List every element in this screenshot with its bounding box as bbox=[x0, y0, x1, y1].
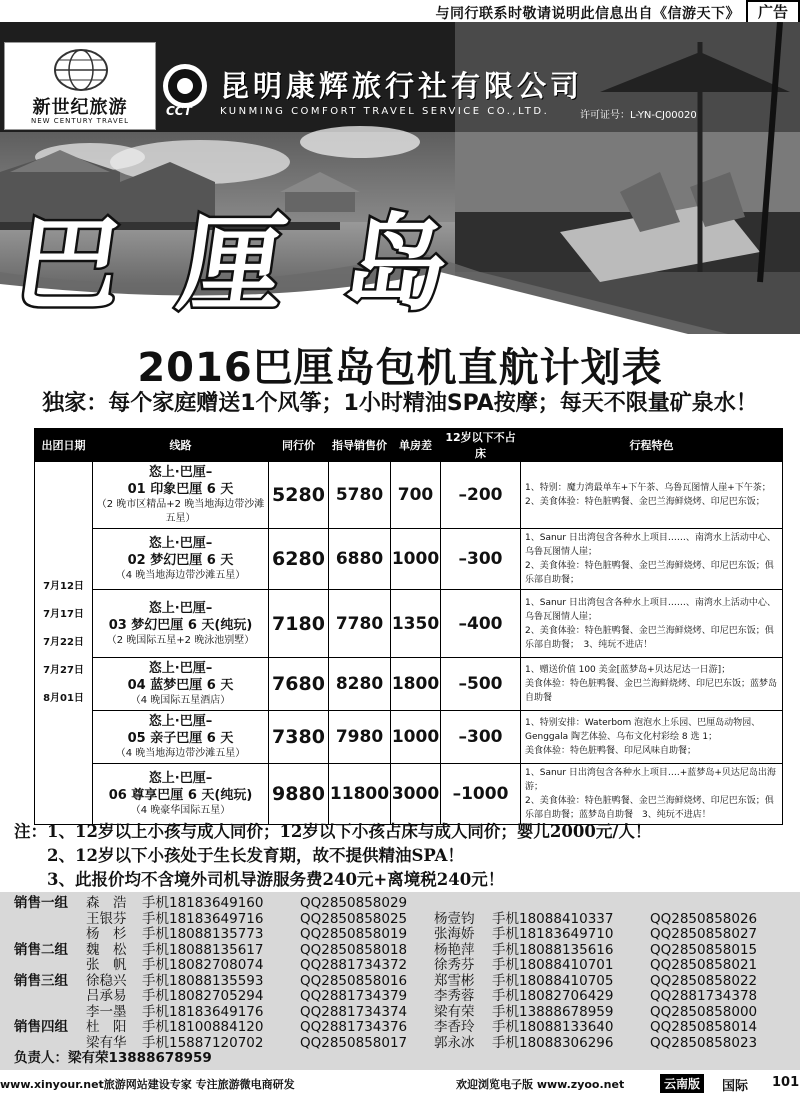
single-supplement: 1350 bbox=[391, 590, 441, 658]
peer-price: 7380 bbox=[269, 711, 329, 764]
staff-name: 张 帆 bbox=[86, 957, 127, 973]
staff-phone: 手机18183649716 bbox=[142, 910, 264, 927]
staff-phone: 手机18183649710 bbox=[492, 926, 614, 942]
single-supplement: 1000 bbox=[391, 711, 441, 764]
manager-line: 负责人：梁有荣13888678959 bbox=[14, 1050, 212, 1066]
staff-qq: QQ2850858016 bbox=[300, 972, 408, 989]
sales-row bbox=[14, 927, 800, 943]
sales-row bbox=[14, 1020, 800, 1036]
single-supplement: 3000 bbox=[391, 764, 441, 825]
staff-phone: 手机18082705294 bbox=[142, 988, 264, 1004]
staff-qq: QQ2850858014 bbox=[650, 1019, 758, 1035]
single-supplement: 1000 bbox=[391, 529, 441, 590]
staff-qq: QQ2850858029 bbox=[300, 895, 408, 911]
route-cell bbox=[93, 462, 269, 529]
table-row bbox=[35, 711, 783, 764]
route-cell bbox=[93, 658, 269, 711]
departure-date: 7月12日 bbox=[43, 581, 84, 592]
guide-price: 8280 bbox=[329, 658, 391, 711]
departure-date: 8月01日 bbox=[43, 693, 84, 704]
company-license: 许可证号：L-YN-CJ00020 bbox=[580, 110, 697, 121]
staff-phone: 手机18088410337 bbox=[492, 910, 614, 927]
sales-row bbox=[14, 974, 800, 990]
staff-phone: 手机18088410701 bbox=[492, 957, 614, 973]
header-single-supplement: 单房差 bbox=[391, 429, 441, 462]
route-r1: 恣上·巴厘– bbox=[148, 465, 213, 480]
staff-name: 李一墨 bbox=[86, 1003, 127, 1020]
header-features: 行程特色 bbox=[521, 429, 783, 462]
guide-price: 5780 bbox=[329, 462, 391, 529]
staff-name: 王银芬 bbox=[86, 910, 127, 927]
sales-row bbox=[14, 912, 800, 928]
guide-price: 7780 bbox=[329, 590, 391, 658]
header-route: 线路 bbox=[93, 429, 269, 462]
staff-phone: 手机18183649176 bbox=[142, 1003, 264, 1020]
departure-date: 7月27日 bbox=[43, 665, 84, 676]
staff-qq: QQ2850858019 bbox=[300, 926, 408, 942]
staff-phone: 手机18088135617 bbox=[142, 941, 264, 958]
hero-banner bbox=[0, 22, 800, 334]
staff-qq: QQ2850858027 bbox=[650, 926, 758, 942]
sales-row bbox=[14, 943, 800, 959]
route-r2: 01 印象巴厘 6 天 bbox=[127, 482, 234, 497]
footer-left: www.xinyour.net旅游网站建设专家 专注旅游微电商研发 bbox=[0, 1078, 295, 1091]
sales-group: 销售二组 bbox=[14, 941, 68, 958]
headline: 2016巴厘岛包机直航计划表 bbox=[137, 345, 663, 391]
staff-name: 郑雪彬 bbox=[434, 972, 475, 989]
route-r2: 05 亲子巴厘 6 天 bbox=[127, 731, 234, 746]
ad-label: 广告 bbox=[746, 0, 800, 24]
child-no-bed: –1000 bbox=[441, 764, 521, 825]
staff-name: 李秀蓉 bbox=[434, 988, 475, 1004]
staff-qq: QQ2881734374 bbox=[300, 1003, 408, 1020]
edition-badge: 云南版 bbox=[660, 1074, 704, 1093]
sales-row bbox=[14, 989, 800, 1005]
staff-name: 梁有荣 bbox=[434, 1003, 475, 1020]
route-cell bbox=[93, 590, 269, 658]
table-row bbox=[35, 529, 783, 590]
staff-name: 魏 松 bbox=[86, 941, 127, 958]
top-notice: 与同行联系时敬请说明此信息出自《信游天下》 bbox=[435, 6, 740, 22]
child-no-bed: –500 bbox=[441, 658, 521, 711]
staff-qq: QQ2881734372 bbox=[300, 957, 408, 973]
header-child-no-bed: 12岁以下不占床 bbox=[441, 429, 521, 462]
header-date: 出团日期 bbox=[35, 429, 93, 462]
staff-name: 杨艳萍 bbox=[434, 941, 475, 958]
staff-qq: QQ2881734376 bbox=[300, 1019, 408, 1035]
staff-name: 杨 杉 bbox=[86, 926, 127, 942]
new-century-logo-en: NEW CENTURY TRAVEL bbox=[31, 117, 129, 125]
child-no-bed: –200 bbox=[441, 462, 521, 529]
destination-title: 巴厘岛 bbox=[8, 202, 518, 325]
peer-price: 7680 bbox=[269, 658, 329, 711]
table-row bbox=[35, 462, 783, 529]
note-line: 注：1、12岁以上小孩与成人同价；12岁以下小孩占床与成人同价；婴儿2000元/人！ bbox=[14, 822, 652, 841]
staff-qq: QQ2881734379 bbox=[300, 988, 408, 1004]
schedule-table bbox=[34, 428, 783, 825]
staff-name: 梁有华 bbox=[86, 1034, 127, 1051]
route-r1: 恣上·巴厘– bbox=[148, 771, 213, 786]
route-r3: （2 晚国际五星+2 晚泳池别墅） bbox=[106, 634, 255, 646]
route-cell bbox=[93, 764, 269, 825]
page-footer bbox=[0, 1073, 800, 1093]
staff-name: 杜 阳 bbox=[86, 1019, 127, 1035]
exclusive-offer: 独家：每个家庭赠送1个风筝；1小时精油SPA按摩；每天不限量矿泉水！ bbox=[42, 391, 758, 416]
route-r1: 恣上·巴厘– bbox=[148, 661, 213, 676]
departure-dates bbox=[35, 462, 93, 825]
single-supplement: 1800 bbox=[391, 658, 441, 711]
staff-phone: 手机18183649160 bbox=[142, 895, 264, 911]
company-name-en: KUNMING COMFORT TRAVEL SERVICE CO.,LTD. bbox=[220, 106, 550, 117]
staff-phone: 手机18082706429 bbox=[492, 988, 614, 1004]
section-label: 国际 bbox=[722, 1079, 749, 1093]
staff-phone: 手机18088410705 bbox=[492, 972, 614, 989]
staff-phone: 手机18088133640 bbox=[492, 1019, 614, 1035]
sales-group: 销售三组 bbox=[14, 972, 68, 989]
staff-qq: QQ2850858023 bbox=[650, 1034, 758, 1051]
staff-name: 徐秀芬 bbox=[434, 957, 475, 973]
child-no-bed: –300 bbox=[441, 711, 521, 764]
staff-phone: 手机18082708074 bbox=[142, 957, 264, 973]
route-r2: 02 梦幻巴厘 6 天 bbox=[127, 553, 234, 568]
staff-qq: QQ2881734378 bbox=[650, 988, 758, 1004]
route-r2: 04 蓝梦巴厘 6 天 bbox=[127, 678, 234, 693]
staff-name: 杨壹钧 bbox=[434, 910, 475, 927]
staff-name: 森 浩 bbox=[86, 895, 127, 911]
route-r3: （4 晚国际五星酒店） bbox=[130, 695, 231, 706]
staff-qq: QQ2850858017 bbox=[300, 1034, 408, 1051]
single-supplement: 700 bbox=[391, 462, 441, 529]
route-r2: 03 梦幻巴厘 6 天(纯玩) bbox=[108, 617, 253, 633]
staff-phone: 手机18088306296 bbox=[492, 1034, 614, 1051]
staff-name: 吕承易 bbox=[86, 988, 127, 1004]
peer-price: 7180 bbox=[269, 590, 329, 658]
table-header-row bbox=[35, 429, 783, 462]
guide-price: 6880 bbox=[329, 529, 391, 590]
sales-group: 销售四组 bbox=[14, 1019, 68, 1035]
features: 1、特别：魔力湾最单车+下午茶、乌鲁瓦图情人崖+下午茶； 2、美食体验：特色脏鸭餐、金巴兰海鲜烧烤、印尼巴东饭； bbox=[521, 462, 783, 529]
company-abbr: CCT bbox=[166, 104, 192, 118]
top-notice-bar bbox=[0, 0, 800, 24]
features: 1、Sanur 日出湾包含各种水上项目……、南湾水上活动中心、乌鲁瓦图情人崖； 2、美食体验：特色脏鸭餐、金巴兰海鲜烧烤、印尼巴东饭；俱乐部自助餐； bbox=[521, 529, 783, 590]
table-row bbox=[35, 590, 783, 658]
features: 1、特别安排：Waterbom 泡泡水上乐园、巴厘岛动物园、Genggala 陶艺体验、乌布文化村彩绘 8 选 1； 美食体验：特色脏鸭餐、印尼风味自助餐； bbox=[521, 711, 783, 764]
route-r2: 06 尊享巴厘 6 天(纯玩) bbox=[108, 788, 253, 803]
header-guide-price: 指导销售价 bbox=[329, 429, 391, 462]
route-r3: （2 晚市区精品+2 晚当地海边带沙滩五星） bbox=[96, 499, 265, 524]
note-line: 3、此报价均不含境外司机导游服务费240元+离境税240元！ bbox=[14, 870, 505, 889]
note-line: 2、12岁以下小孩处于生长发育期，故不提供精油SPA！ bbox=[14, 846, 464, 865]
sales-row bbox=[14, 896, 800, 912]
sales-row bbox=[14, 1005, 800, 1021]
guide-price: 11800 bbox=[329, 764, 391, 825]
peer-price: 5280 bbox=[269, 462, 329, 529]
staff-qq: QQ2850858025 bbox=[300, 910, 408, 927]
staff-phone: 手机18088135773 bbox=[142, 926, 264, 942]
route-r1: 恣上·巴厘– bbox=[148, 600, 213, 616]
features: 1、赠送价值 100 美金[蓝梦岛+贝达尼达一日游]； 美食体验：特色脏鸭餐、金巴兰海鲜烧烤、印尼巴东饭；蓝梦岛自助餐 bbox=[521, 658, 783, 711]
child-no-bed: –400 bbox=[441, 590, 521, 658]
route-r1: 恣上·巴厘– bbox=[148, 714, 213, 729]
company-name: 昆明康辉旅行社有限公司 bbox=[220, 69, 584, 103]
staff-phone: 手机18088135593 bbox=[142, 972, 264, 989]
sales-group: 销售一组 bbox=[14, 895, 68, 911]
sales-contacts bbox=[0, 892, 800, 1070]
globe-icon bbox=[51, 47, 111, 93]
features: 1、Sanur 日出湾包含各种水上项目….+蓝梦岛+贝达尼岛出海游； 2、美食体验：特色脏鸭餐、金巴兰海鲜烧烤、印尼巴东饭；俱乐部自助餐；蓝梦岛自助餐 3、纯玩不进店！ bbox=[521, 764, 783, 825]
staff-name: 张海娇 bbox=[434, 926, 475, 942]
new-century-logo bbox=[4, 42, 156, 130]
staff-qq: QQ2850858015 bbox=[650, 941, 758, 958]
table-row bbox=[35, 764, 783, 825]
page-number: 101 bbox=[772, 1075, 800, 1090]
guide-price: 7980 bbox=[329, 711, 391, 764]
new-century-logo-cn: 新世纪旅游 bbox=[32, 97, 128, 118]
route-r3: （4 晚当地海边带沙滩五星） bbox=[115, 570, 246, 581]
route-cell bbox=[93, 711, 269, 764]
staff-phone: 手机18088135616 bbox=[492, 941, 614, 958]
route-r3: （4 晚豪华国际五星） bbox=[130, 805, 231, 816]
departure-date: 7月22日 bbox=[43, 637, 84, 648]
route-r1: 恣上·巴厘– bbox=[148, 536, 213, 551]
sales-row bbox=[14, 958, 800, 974]
notes bbox=[14, 820, 794, 892]
route-r3: （4 晚当地海边带沙滩五星） bbox=[115, 748, 246, 759]
staff-name: 徐稳兴 bbox=[86, 972, 127, 989]
staff-qq: QQ2850858021 bbox=[650, 957, 758, 973]
staff-qq: QQ2850858018 bbox=[300, 941, 408, 958]
peer-price: 9880 bbox=[269, 764, 329, 825]
header-peer-price: 同行价 bbox=[269, 429, 329, 462]
peer-price: 6280 bbox=[269, 529, 329, 590]
staff-name: 李香玲 bbox=[434, 1019, 475, 1035]
staff-phone: 手机13888678959 bbox=[492, 1003, 614, 1020]
table-row bbox=[35, 658, 783, 711]
route-cell bbox=[93, 529, 269, 590]
staff-qq: QQ2850858026 bbox=[650, 910, 758, 927]
staff-phone: 手机15887120702 bbox=[142, 1034, 264, 1051]
staff-qq: QQ2850858022 bbox=[650, 972, 758, 989]
staff-qq: QQ2850858000 bbox=[650, 1003, 758, 1020]
child-no-bed: –300 bbox=[441, 529, 521, 590]
staff-name: 郭永冰 bbox=[434, 1034, 475, 1051]
sales-row bbox=[14, 1036, 800, 1052]
footer-right: 欢迎浏览电子版 www.zyoo.net bbox=[456, 1078, 625, 1091]
features: 1、Sanur 日出湾包含各种水上项目……、南湾水上活动中心、乌鲁瓦图情人崖； 2、美食体验：特色脏鸭餐、金巴兰海鲜烧烤、印尼巴东饭；俱乐部自助餐； 3、纯玩不进店！ bbox=[521, 590, 783, 658]
staff-phone: 手机18100884120 bbox=[142, 1019, 264, 1035]
departure-date: 7月17日 bbox=[43, 609, 84, 620]
